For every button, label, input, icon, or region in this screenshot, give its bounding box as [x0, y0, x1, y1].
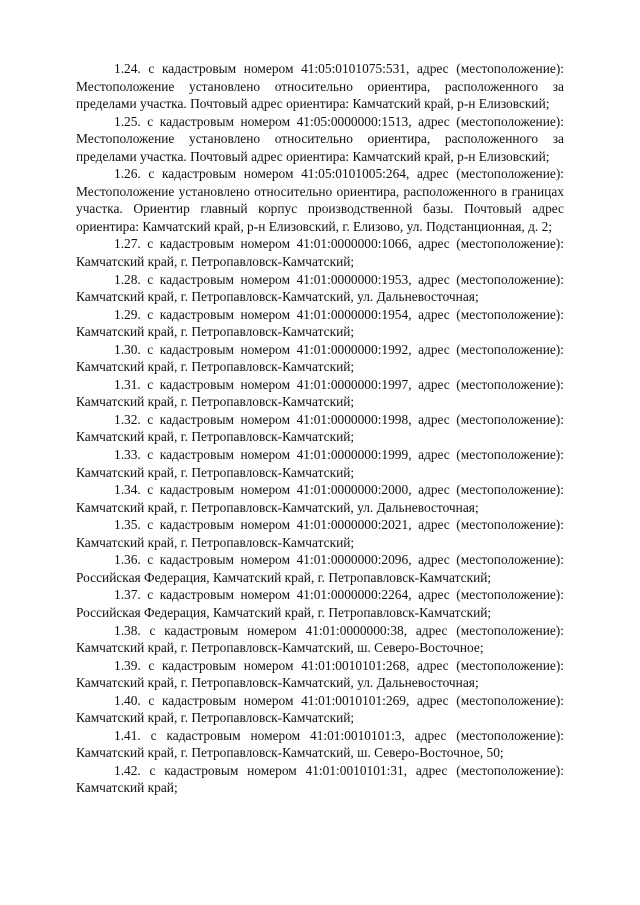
document-body	[76, 60, 564, 797]
list-item-1-41: 1.41. с кадастровым номером 41:01:0010101:3, адрес (местоположение): Камчатский край, г. Петропавловск-Камчатский, ш. Северо-Восточное, 50;	[76, 727, 564, 761]
list-item-1-32: 1.32. с кадастровым номером 41:01:0000000:1998, адрес (местоположение): Камчатский край, г. Петропавловск-Камчатский;	[76, 411, 564, 445]
list-item-1-36: 1.36. с кадастровым номером 41:01:0000000:2096, адрес (местоположение): Российская Федерация, Камчатский край, г. Петропавловск-Камчатский;	[76, 552, 564, 585]
list-item-1-33: 1.33. с кадастровым номером 41:01:0000000:1999, адрес (местоположение): Камчатский край, г. Петропавловск-Камчатский;	[76, 447, 564, 480]
list-item-1-35: 1.35. с кадастровым номером 41:01:0000000:2021, адрес (местоположение): Камчатский край, г. Петропавловск-Камчатский;	[76, 517, 564, 550]
list-item-1-31: 1.31. с кадастровым номером 41:01:0000000:1997, адрес (местоположение): Камчатский край, г. Петропавловск-Камчатский;	[76, 376, 564, 410]
list-item-1-40: 1.40. с кадастровым номером 41:01:0010101:269, адрес (местоположение): Камчатский край, г. Петропавловск-Камчатский;	[76, 692, 564, 726]
list-item-1-26: 1.26. с кадастровым номером 41:05:0101005:264, адрес (местоположение): Местоположение установлено относительно ориентира, расположенного в границах участка. Ориентир главный корпус производственной базы. Почтовый адрес ориентира: Камчатский край, р-н Елизовский, г. Елизово, ул. Подстанционная, д. 2;	[76, 166, 564, 234]
list-item-1-28: 1.28. с кадастровым номером 41:01:0000000:1953, адрес (местоположение): Камчатский край, г. Петропавловск-Камчатский, ул. Дальневосточная;	[76, 271, 564, 305]
list-item-1-39: 1.39. с кадастровым номером 41:01:0010101:268, адрес (местоположение): Камчатский край, г. Петропавловск-Камчатский, ул. Дальневосточная;	[76, 657, 564, 691]
list-item-1-25: 1.25. с кадастровым номером 41:05:0000000:1513, адрес (местоположение): Местоположение установлено относительно ориентира, расположенного за пределами участка. Почтовый адрес ориентира: Камчатский край, р-н Елизовский;	[76, 113, 564, 164]
list-item-1-30: 1.30. с кадастровым номером 41:01:0000000:1992, адрес (местоположение): Камчатский край, г. Петропавловск-Камчатский;	[76, 341, 564, 375]
list-item-1-27: 1.27. с кадастровым номером 41:01:0000000:1066, адрес (местоположение): Камчатский край, г. Петропавловск-Камчатский;	[76, 236, 564, 270]
list-item-1-29: 1.29. с кадастровым номером 41:01:0000000:1954, адрес (местоположение): Камчатский край, г. Петропавловск-Камчатский;	[76, 306, 564, 340]
list-item-1-42: 1.42. с кадастровым номером 41:01:0010101:31, адрес (местоположение): Камчатский край;	[76, 762, 564, 796]
list-item-1-37: 1.37. с кадастровым номером 41:01:0000000:2264, адрес (местоположение): Российская Федерация, Камчатский край, г. Петропавловск-Камчатский;	[76, 587, 564, 620]
list-item-1-34: 1.34. с кадастровым номером 41:01:0000000:2000, адрес (местоположение): Камчатский край, г. Петропавловск-Камчатский, ул. Дальневосточная;	[76, 482, 564, 515]
list-item-1-38: 1.38. с кадастровым номером 41:01:0000000:38, адрес (местоположение): Камчатский край, г. Петропавловск-Камчатский, ш. Северо-Восточное;	[76, 622, 564, 656]
list-item-1-24: 1.24. с кадастровым номером 41:05:0101075:531, адрес (местоположение): Местоположение установлено относительно ориентира, расположенного за пределами участка. Почтовый адрес ориентира: Камчатский край, р-н Елизовский;	[76, 61, 564, 112]
